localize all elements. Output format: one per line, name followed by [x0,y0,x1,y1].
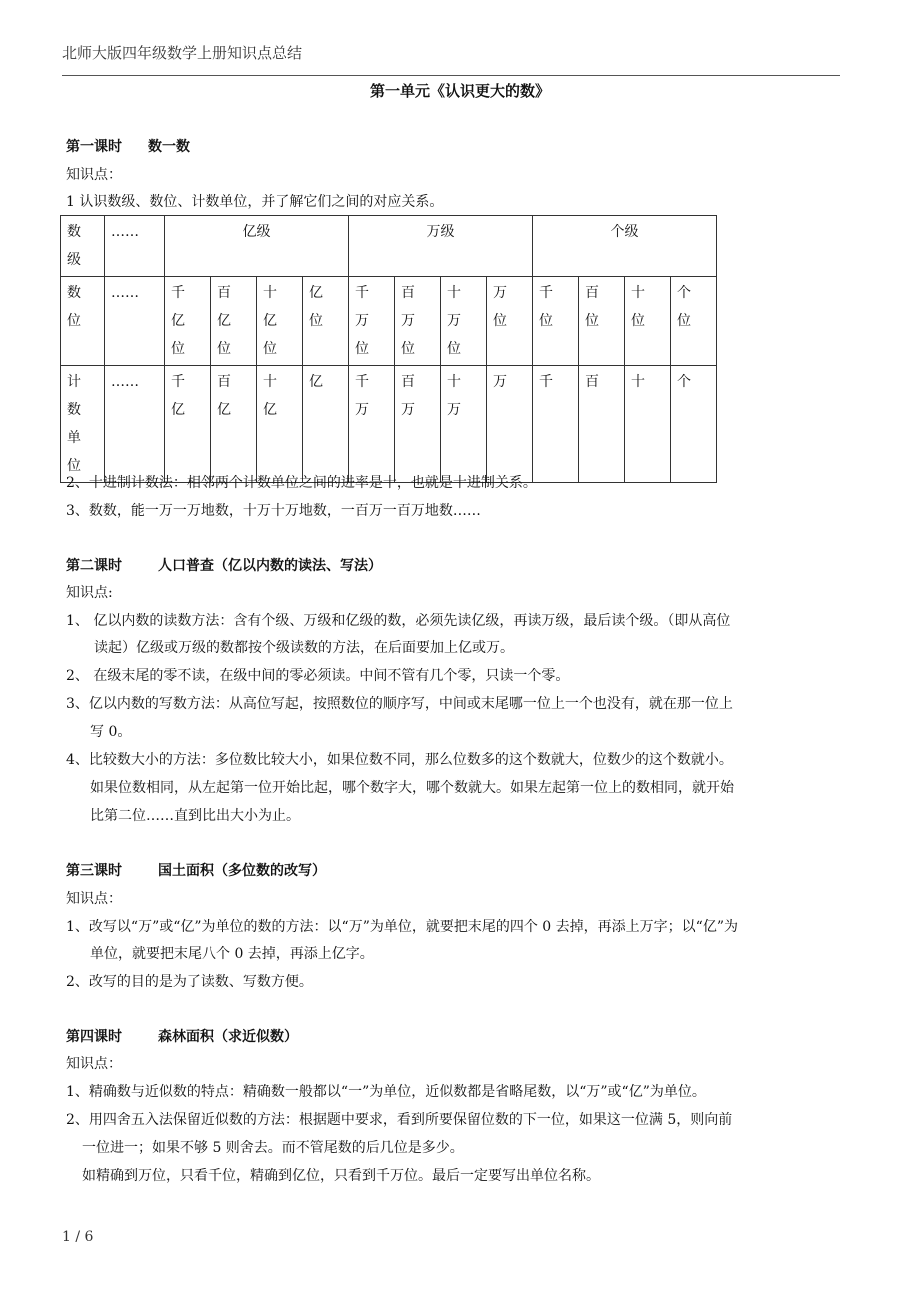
lesson3-knowledge-label: 知识点： [66,891,122,907]
lesson1-item-3: 3、数数，能一万一万地数，十万十万地数，一百万一百万地数…… [66,503,481,519]
place-value-table [60,215,717,483]
lesson2-line: 3、亿以内数的写数方法：从高位写起，按照数位的顺序写，中间或末尾哪一位上一个也没有，就在那一位上 [66,696,733,712]
unit-cell: 个 [671,366,717,483]
lesson1-knowledge-label: 知识点： [66,167,122,183]
unit-cell: 千 亿 [165,366,211,483]
unit-cell: 十 万 [441,366,487,483]
lesson2-heading [66,555,382,575]
ellipsis-cell: …… [105,366,165,483]
lesson2-line: 如果位数相同，从左起第一位开始比起，哪个数字大，哪个数就大。如果左起第一位上的数相同，就开始 [90,780,734,796]
lesson1-heading-num: 第一课时 [66,139,122,155]
lesson2-line: 比第二位……直到比出大小为止。 [90,808,300,824]
lesson4-line: 1、精确数与近似数的特点：精确数一般都以“一”为单位，近似数都是省略尾数，以“万”或“亿”为单位。 [66,1084,706,1100]
lesson3-line: 单位，就要把末尾八个 0 去掉，再添上亿字。 [90,946,374,962]
lesson4-heading [66,1026,298,1046]
lesson4-knowledge-label: 知识点： [66,1056,122,1072]
place-cell: 亿 位 [303,277,349,366]
place-cell: 十 位 [625,277,671,366]
place-cell: 千 万 位 [349,277,395,366]
lesson1-item-1: 1 认识数级、数位、计数单位，并了解它们之间的对应关系。 [66,194,444,210]
table-row-units [61,366,717,483]
lesson3-line: 2、改写的目的是为了读数、写数方便。 [66,974,313,990]
place-cell: 千 位 [533,277,579,366]
page-indicator: 1 / 6 [62,1229,94,1245]
ellipsis-cell: …… [105,277,165,366]
unit-cell: 百 亿 [211,366,257,483]
lesson2-line: 1、 亿以内数的读数方法：含有个级、万级和亿级的数，必须先读亿级，再读万级，最后读个级。（即从高位 [66,613,731,629]
unit-cell: 十 亿 [257,366,303,483]
lesson2-line: 2、 在级末尾的零不读，在级中间的零必须读。中间不管有几个零，只读一个零。 [66,668,570,684]
table-row-places [61,277,717,366]
row-label-unit: 计 数 单 位 [61,366,105,483]
unit-cell: 亿 [303,366,349,483]
lesson2-heading-num: 第二课时 [66,558,122,574]
place-cell: 十 万 位 [441,277,487,366]
unit-cell: 百 万 [395,366,441,483]
lesson2-line: 写 0。 [90,724,132,740]
lesson2-heading-name: 人口普查（亿以内数的读法、写法） [158,558,382,574]
lesson4-line: 一位进一；如果不够 5 则舍去。而不管尾数的后几位是多少。 [82,1140,464,1156]
place-cell: 个 位 [671,277,717,366]
document-header: 北师大版四年级数学上册知识点总结 [62,44,303,62]
lesson3-heading-name: 国土面积（多位数的改写） [158,863,326,879]
place-cell: 十 亿 位 [257,277,303,366]
unit-cell: 千 万 [349,366,395,483]
lesson3-heading [66,860,326,880]
unit-title: 第一单元《认识更大的数》 [369,82,550,100]
lesson4-line: 如精确到万位，只看千位，精确到亿位，只看到千万位。最后一定要写出单位名称。 [82,1168,600,1184]
unit-cell: 百 [579,366,625,483]
place-cell: 百 亿 位 [211,277,257,366]
place-cell: 万 位 [487,277,533,366]
lesson4-heading-name: 森林面积（求近似数） [158,1029,298,1045]
lesson3-line: 1、改写以“万”或“亿”为单位的数的方法：以“万”为单位，就要把末尾的四个 0 去掉，再添上万字；以“亿”为 [66,919,738,935]
place-cell: 百 位 [579,277,625,366]
header-rule [62,75,840,76]
lesson1-heading [66,136,190,156]
lesson4-line: 2、用四舍五入法保留近似数的方法：根据题中要求，看到所要保留位数的下一位，如果这一位满 5，则向前 [66,1112,733,1128]
place-cell: 千 亿 位 [165,277,211,366]
level-cell: 亿级 [165,216,349,277]
lesson4-heading-num: 第四课时 [66,1029,122,1045]
row-label-level: 数 级 [61,216,105,277]
lesson1-heading-name: 数一数 [148,139,190,155]
lesson2-line: 读起）亿级或万级的数都按个级读数的方法，在后面要加上亿或万。 [94,640,514,656]
level-cell: 万级 [349,216,533,277]
lesson2-line: 4、比较数大小的方法：多位数比较大小，如果位数不同，那么位数多的这个数就大，位数少的这个数就小。 [66,752,733,768]
place-cell: 百 万 位 [395,277,441,366]
lesson2-knowledge-label: 知识点: [66,585,113,601]
unit-cell: 万 [487,366,533,483]
unit-cell: 十 [625,366,671,483]
table-row-levels [61,216,717,277]
unit-cell: 千 [533,366,579,483]
row-label-place: 数 位 [61,277,105,366]
level-cell: 个级 [533,216,717,277]
lesson1-item-2: 2、十进制计数法：相邻两个计数单位之间的进率是十，也就是十进制关系。 [66,475,537,491]
lesson3-heading-num: 第三课时 [66,863,122,879]
ellipsis-cell: …… [105,216,165,277]
